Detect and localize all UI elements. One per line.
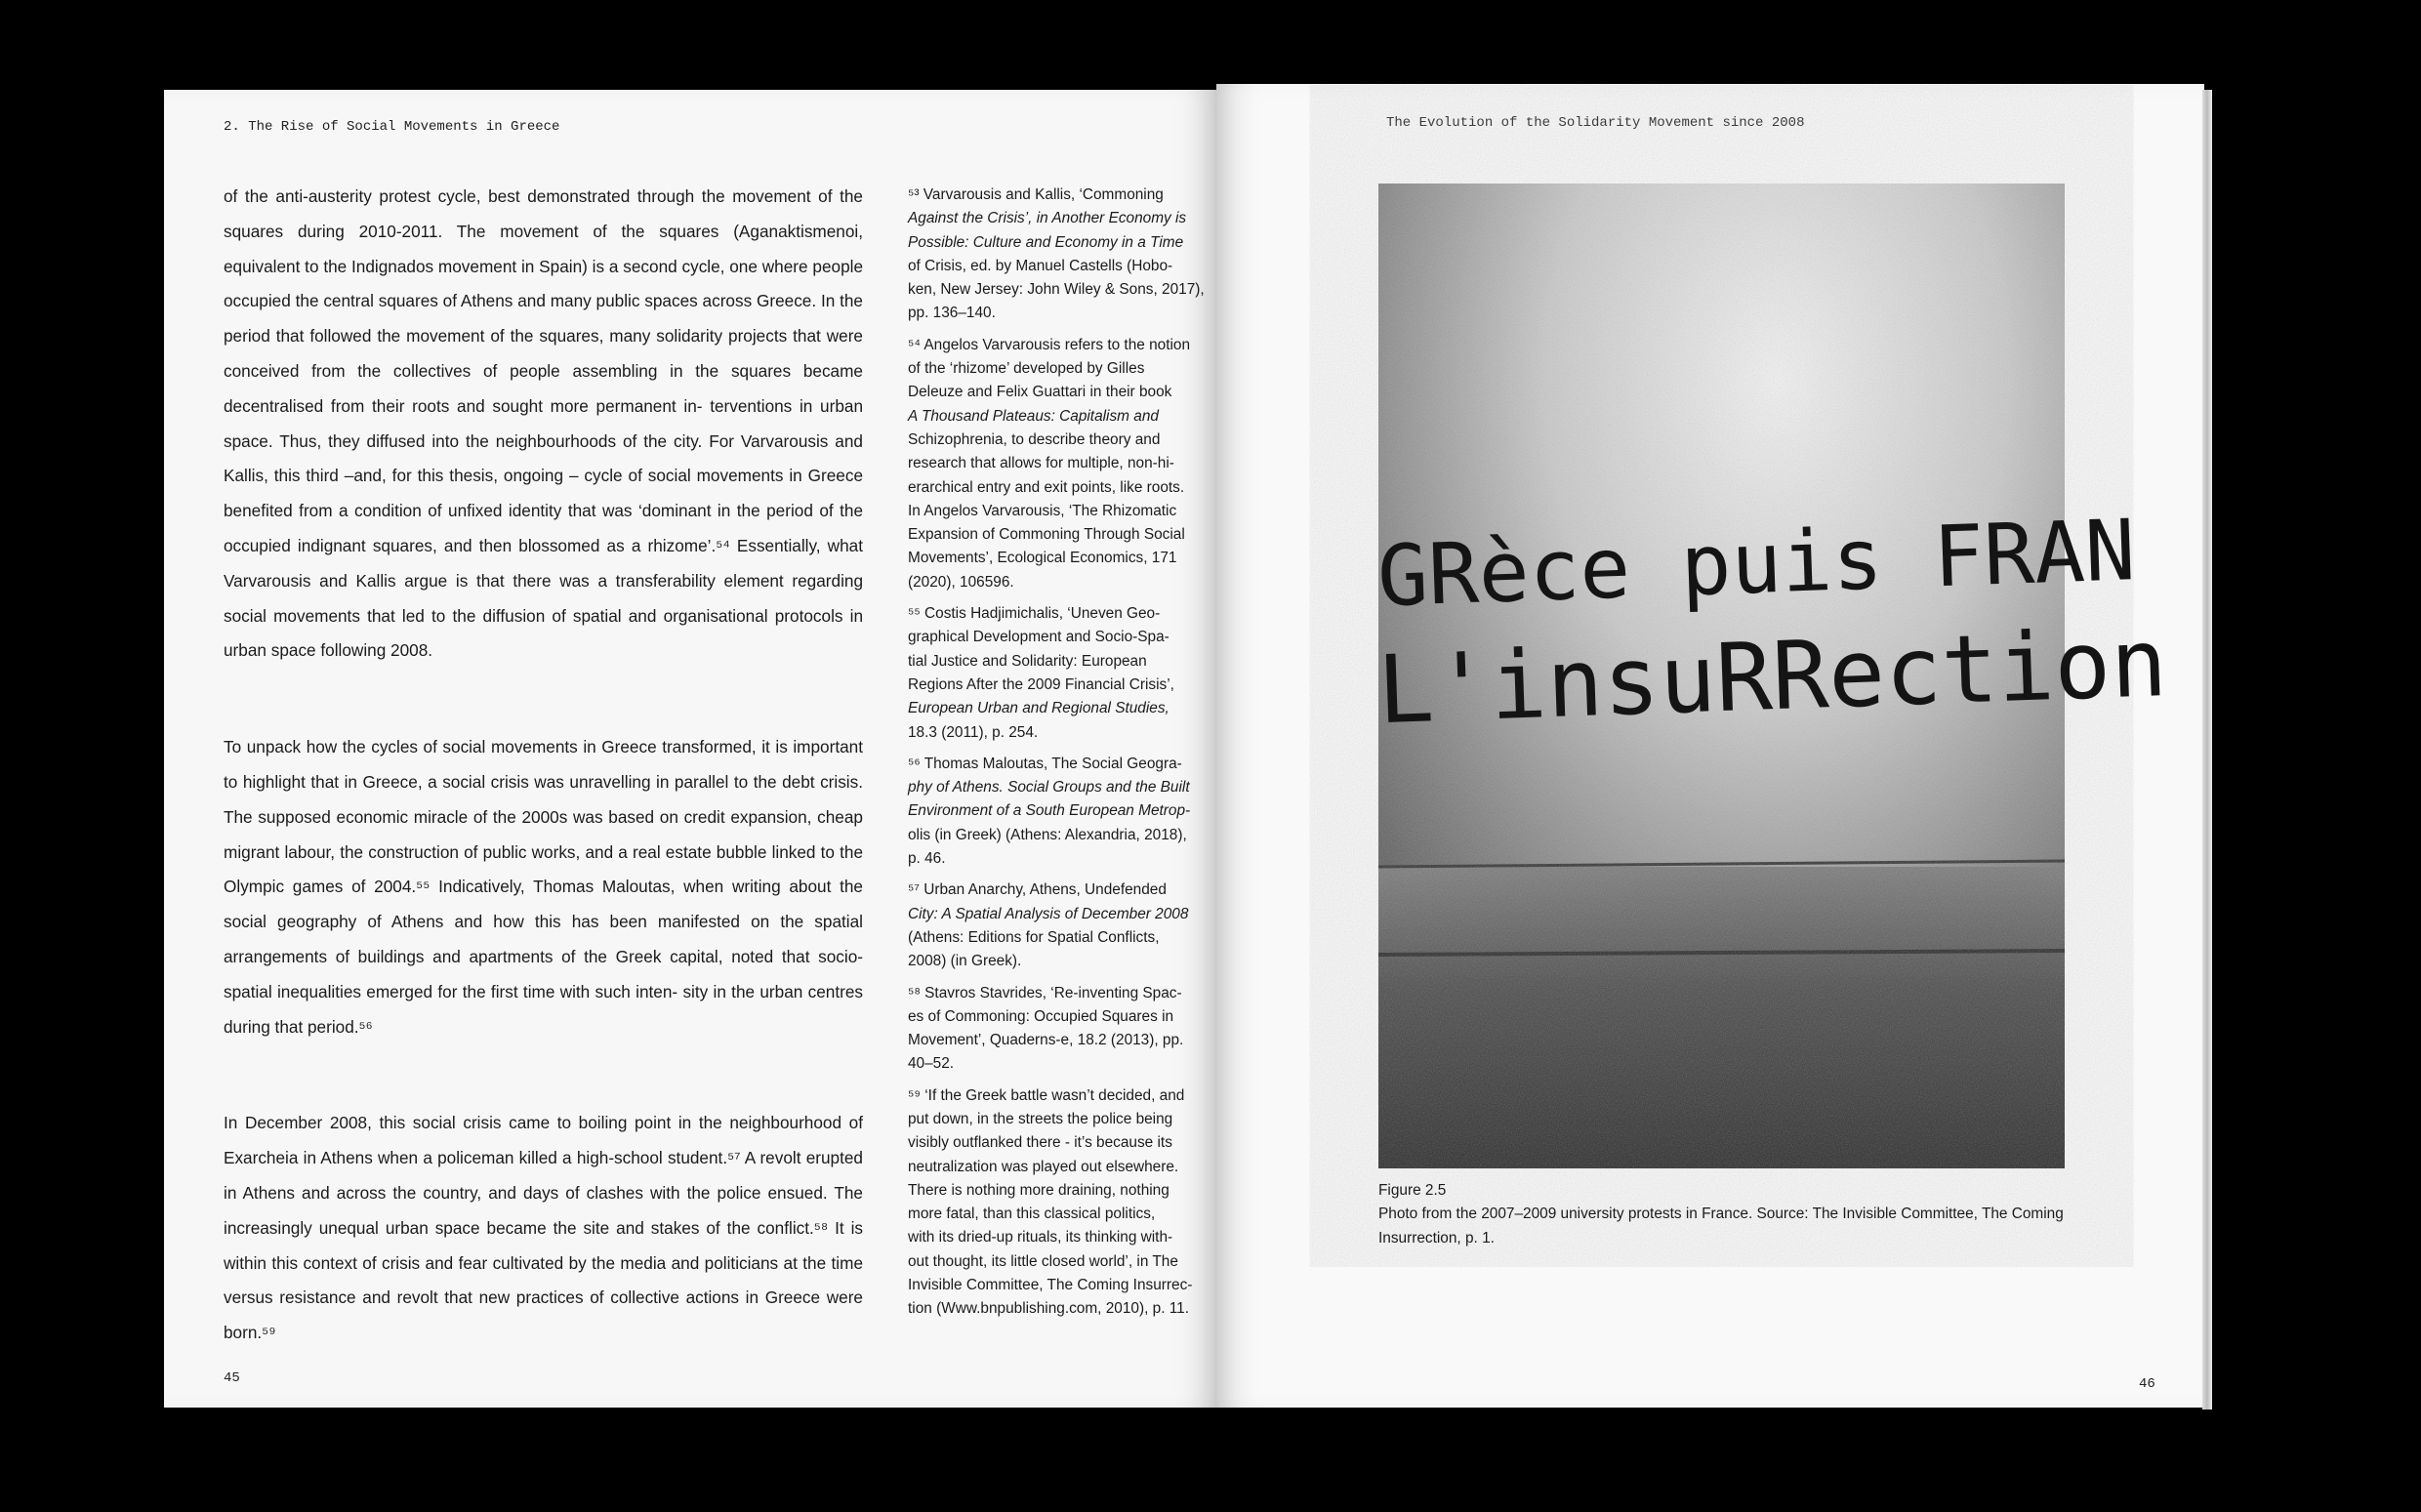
note-line: ⁵⁹ ‘If the Greek battle wasn’t decided, and [908,1086,1185,1104]
note-line: (Athens: Editions for Spatial Conflicts, [908,928,1160,946]
text-line: the conflict.⁵⁸ It is within this context of crisis and fear cultivated by the media [224,1217,864,1273]
note-line: Expansion of Commoning Through Social [908,526,1185,544]
body-text [224,180,863,1351]
text-line: cheap migrant labour, the construction of public works, and a real estate bubble [224,806,863,862]
note-line: Deleuze and Felix Guattari in their book [908,384,1172,401]
text-line: of the squares during 2010-2011. The movement of the squares (Aganaktismenoi, [224,186,863,241]
note-line: Environment of a South European Metrop- [908,802,1191,820]
text-line: of Exarcheia in Athens when a policeman killed a high-school student.⁵⁷ A revolt [224,1113,863,1168]
text-line: sity in the urban centres during that period.⁵⁶ [224,981,863,1037]
paragraph-3 [224,1106,863,1351]
note-line: ⁵⁷ Urban Anarchy, Athens, Undefended [908,881,1167,899]
figure-photo [1375,184,2169,1168]
text-line: city. For Varvarousis and Kallis, this third –and, for this thesis, ongoing – cycle [224,430,863,486]
note-line: more fatal, than this classical politics, [908,1206,1156,1223]
text-line: blossomed as a rhizome’.⁵⁴ Essentially, what Varvarousis and Kallis argue is that [224,535,863,591]
text-line: of social movements in Greece benefited from a condition of unfixed identity [224,466,864,521]
text-line: projects that were conceived from the collectives of people assembling in the [224,326,863,381]
caption-line-1: Photo from the 2007–2009 university protests in France. Source: The Invisible Committee, The Coming [1378,1206,2064,1223]
note-line: graphical Development and Socio-Spa- [908,629,1169,646]
footnotes [908,184,1209,1329]
note-line: research that allows for multiple, non-hi- [908,455,1174,472]
note-line: In Angelos Varvarousis, ‘The Rhizomatic [908,502,1177,519]
page-edges [2202,90,2212,1410]
text-line: erupted in Athens and across the country, and days of clashes with the police [224,1148,863,1203]
text-line: linked to the Olympic games of 2004.⁵⁵ Indicatively, Thomas Maloutas, when [224,841,864,897]
note-line: A Thousand Plateaus: Capitalism and [908,407,1159,425]
text-line: diffusion of spatial and organisational protocols in urban space following 2008. [224,605,864,661]
text-line: ensued. The increasingly unequal urban space became the site and stakes of [224,1182,863,1238]
text-line: of the anti-austerity protest cycle, best demonstrated through the movement [224,186,811,206]
note-line: Movement’, Quaderns-e, 18.2 (2013), pp. [908,1032,1184,1049]
text-line: equivalent to the Indignados movement in Spain) is a second cycle, one where [224,256,808,276]
note-line: tion (Www.bnpublishing.com, 2010), p. 11. [908,1300,1190,1318]
text-line: crisis. The supposed economic miracle of the 2000s was based on credit expansion, [224,771,863,827]
note-line: out thought, its little closed world’, in The [908,1252,1178,1270]
note-line: Possible: Culture and Economy in a Time [908,233,1184,251]
figure-caption [1378,1179,2120,1250]
running-head-right: The Evolution of the Solidarity Movement since 2008 [1386,115,1805,131]
text-line: that was ‘dominant in the period of the occupied indignant squares, and then [224,501,863,555]
note-line: Schizophrenia, to describe theory and [908,430,1161,448]
note-line: visibly outflanked there - it’s because its [908,1134,1172,1152]
note-line: put down, in the streets the police being [908,1110,1173,1127]
note-line: Against the Crisis’, in Another Economy is [908,210,1187,227]
text-line: noted that socio-spatial inequalities emerged for the first time with such inten- [224,946,864,1001]
note-line: (2020), 106596. [908,573,1014,591]
running-head-left: 2. The Rise of Social Movements in Greece [224,119,560,135]
footnote-59 [908,1084,1209,1322]
left-page [164,90,1216,1408]
note-line: of Crisis, ed. by Manuel Castells (Hobo- [908,257,1173,274]
text-line: terventions in urban space. Thus, they diffused into the neighbourhoods of the [224,395,863,451]
note-line: 2008) (in Greek). [908,953,1022,970]
page-number-left: 45 [224,1370,240,1386]
book-spread [164,84,2204,1411]
footnote-58 [908,982,1209,1077]
footnote-55 [908,602,1209,745]
footnote-53 [908,184,1209,326]
footnote-56 [908,753,1209,871]
note-line: 40–52. [908,1055,955,1073]
note-line: p. 46. [908,850,946,868]
text-line: Greece. In the period that followed the movement of the squares, many solidarity [224,291,863,347]
caption-label: Figure 2.5 [1378,1182,1447,1199]
footnote-57 [908,879,1209,973]
note-line: olis (in Greek) (Athens: Alexandria, 2018), [908,826,1187,843]
note-line: neutralization was played out elsewhere. [908,1158,1179,1175]
text-line: To unpack how the cycles of social movements in Greece transformed, it is important [224,737,863,757]
text-line: people occupied the central squares of Athens and many public spaces across [224,256,864,311]
page-number-right: 46 [2139,1376,2155,1392]
note-line: Regions After the 2009 Financial Crisis’, [908,675,1174,693]
note-line: ken, New Jersey: John Wiley & Sons, 2017), [908,281,1205,299]
note-line: There is nothing more draining, nothing [908,1181,1169,1199]
note-line: with its dried-up rituals, its thinking with- [908,1229,1173,1246]
text-line: and politicians at the time versus resistance and revolt that new practices of [224,1252,864,1308]
paragraph-2 [224,730,863,1044]
text-line: collective actions in Greece were born.⁵⁹ [224,1287,863,1343]
graffiti-line-1: GRèce puis FRAN [1375,502,2138,627]
note-line: ⁵⁵ Costis Hadjimichalis, ‘Uneven Geo- [908,605,1161,623]
text-line: In December 2008, this social crisis came to boiling point in the neighbourhood [224,1113,842,1133]
note-line: tial Justice and Solidarity: European [908,652,1147,670]
text-line: there was a transferability element regarding social movements that led to the [224,570,864,626]
paragraph-1 [224,180,863,669]
note-line: Movements’, Ecological Economics, 171 [908,550,1177,567]
note-line: 18.3 (2011), p. 254. [908,723,1039,741]
note-line: of the ‘rhizome’ developed by Gilles [908,360,1145,378]
text-line: writing about the social geography of Athens and how this has been manifested [224,877,863,932]
note-line: City: A Spatial Analysis of December 2008 [908,905,1189,922]
note-line: ⁵⁶ Thomas Maloutas, The Social Geogra- [908,755,1182,772]
text-line: on the spatial arrangements of buildings and apartments of the Greek capital, [224,912,863,966]
text-line: squares became decentralised from their roots and sought more permanent in- [224,360,863,416]
note-line: European Urban and Regional Studies, [908,700,1169,717]
caption-line-2: Insurrection, p. 1. [1378,1229,1495,1246]
note-line: pp. 136–140. [908,305,996,322]
footnote-54 [908,334,1209,594]
note-line: ⁵⁸ Stavros Stavrides, ‘Re-inventing Spac- [908,984,1182,1001]
graffiti-photo [1375,184,2169,1168]
note-line: es of Commoning: Occupied Squares in [908,1007,1174,1025]
note-line: erarchical entry and exit points, like roots. [908,478,1185,496]
note-line: phy of Athens. Social Groups and the Built [908,779,1190,797]
note-line: ⁵⁴ Angelos Varvarousis refers to the notion [908,336,1191,353]
note-line: ⁵³ Varvarousis and Kallis, ‘Commoning [908,186,1164,203]
graffiti-line-2: L'insuRRection [1375,608,2169,746]
note-line: Invisible Committee, The Coming Insurrec- [908,1277,1193,1294]
text-line: to highlight that in Greece, a social crisis was unravelling in parallel to the debt [224,771,815,792]
